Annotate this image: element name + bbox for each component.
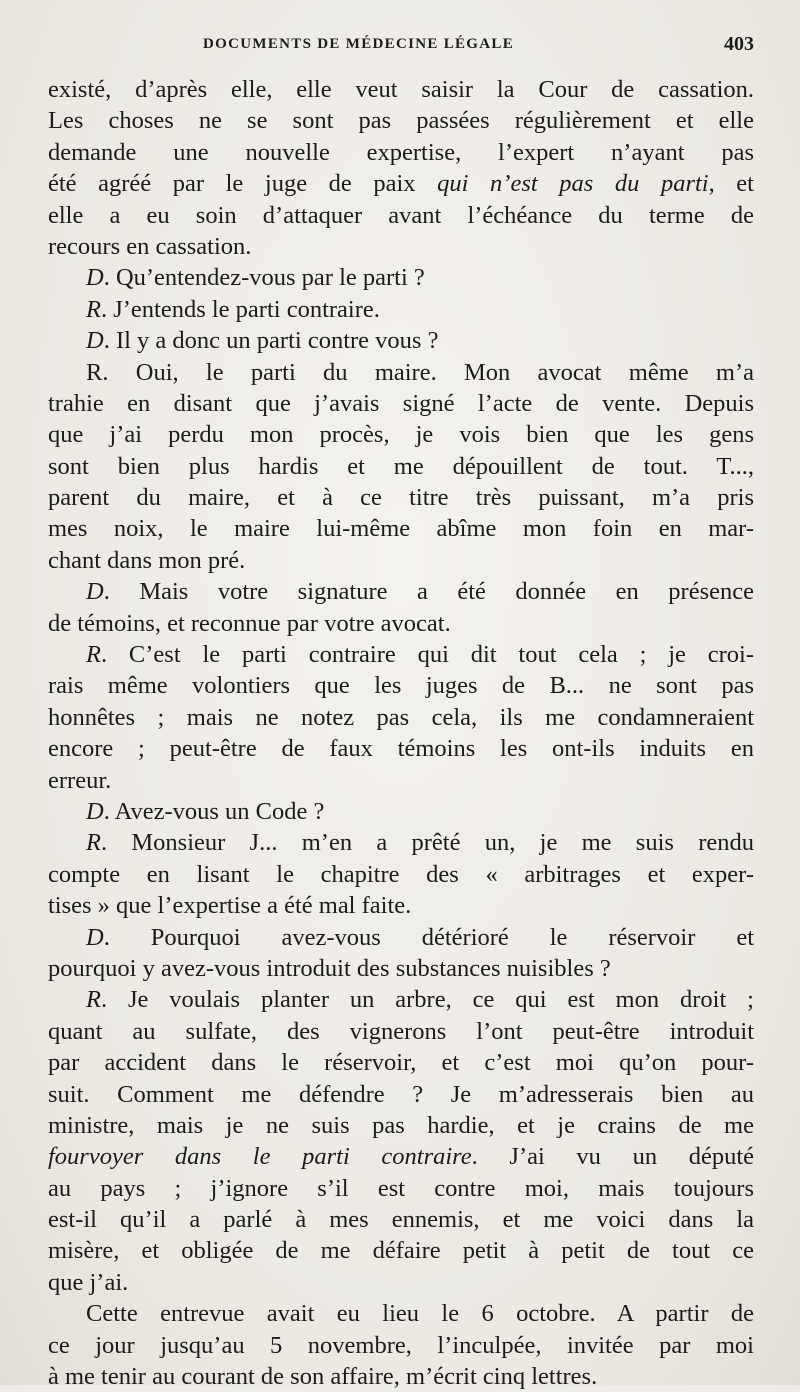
text-line: tises » que l’expertise a été mal faite. bbox=[48, 892, 412, 920]
page-number: 403 bbox=[724, 33, 754, 55]
text-line: Les choses ne se sont pas passées régulièrement et elle bbox=[48, 107, 754, 135]
text-line: ministre, mais je ne suis pas hardie, et je crains de me bbox=[48, 1111, 754, 1139]
text-line: de témoins, et reconnue par votre avocat. bbox=[48, 609, 451, 637]
running-title: DOCUMENTS DE MÉDECINE LÉGALE bbox=[203, 36, 515, 52]
text-line: à me tenir au courant de son affaire, m’écrit cinq lettres. bbox=[48, 1363, 598, 1391]
text-line: au pays ; j’ignore s’il est contre moi, mais toujours bbox=[48, 1174, 754, 1202]
text-line: ce jour jusqu’au 5 novembre, l’inculpée, invitée par moi bbox=[48, 1331, 754, 1359]
text-line: est-il qu’il a parlé à mes ennemis, et me voici dans la bbox=[48, 1206, 754, 1234]
text-line: misère, et obligée de me défaire petit à petit de tout ce bbox=[48, 1237, 754, 1265]
text-line: encore ; peut-être de faux témoins les ont-ils induits en bbox=[48, 735, 754, 763]
text-line: quant au sulfate, des vignerons l’ont peut-être introduit bbox=[48, 1017, 754, 1045]
text-line: erreur. bbox=[48, 766, 112, 794]
dialogue-line: R. Monsieur J... m’en a prêté un, je me suis rendu bbox=[86, 829, 754, 857]
dialogue-line: R. Oui, le parti du maire. Mon avocat même m’a bbox=[86, 358, 754, 386]
dialogue-line: D. Qu’entendez-vous par le parti ? bbox=[86, 264, 425, 292]
text-line: elle a eu soin d’attaquer avant l’échéance du terme de bbox=[48, 201, 754, 229]
text-line: rais même volontiers que les juges de B... ne sont pas bbox=[48, 672, 754, 700]
text-line: chant dans mon pré. bbox=[48, 546, 246, 574]
page-header bbox=[48, 33, 754, 62]
text-line: parent du maire, et à ce titre très puissant, m’a pris bbox=[48, 484, 754, 512]
dialogue-line: D. Avez-vous un Code ? bbox=[86, 797, 325, 825]
text-line: suit. Comment me défendre ? Je m’adresserais bien au bbox=[48, 1080, 754, 1108]
text-line: trahie en disant que j’avais signé l’acte de vente. Depuis bbox=[48, 389, 754, 417]
text-line: honnêtes ; mais ne notez pas cela, ils me condamneraient bbox=[48, 703, 754, 731]
body-text bbox=[48, 74, 754, 1392]
text-line: pourquoi y avez-vous introduit des substances nuisibles ? bbox=[48, 954, 611, 982]
dialogue-line: D. Il y a donc un parti contre vous ? bbox=[86, 327, 439, 355]
text-line: compte en lisant le chapitre des « arbitrages et exper- bbox=[48, 860, 754, 888]
text-line: que j’ai perdu mon procès, je vois bien que les gens bbox=[48, 421, 754, 449]
dialogue-line: R. C’est le parti contraire qui dit tout cela ; je croi- bbox=[86, 641, 754, 669]
text-line: par accident dans le réservoir, et c’est moi qu’on pour- bbox=[48, 1049, 754, 1077]
text-line: été agréé par le juge de paix qui n’est pas du parti, et bbox=[48, 170, 754, 198]
dialogue-line: R. Je voulais planter un arbre, ce qui est mon droit ; bbox=[86, 986, 754, 1014]
text-line: recours en cassation. bbox=[48, 232, 252, 260]
text-line: mes noix, le maire lui-même abîme mon foin en mar- bbox=[48, 515, 754, 543]
text-line: demande une nouvelle expertise, l’expert n’ayant pas bbox=[48, 138, 754, 166]
dialogue-line: D. Pourquoi avez-vous détérioré le réservoir et bbox=[86, 923, 754, 951]
text-line: sont bien plus hardis et me dépouillent de tout. T..., bbox=[48, 452, 754, 480]
dialogue-line: D. Mais votre signature a été donnée en présence bbox=[86, 578, 754, 606]
text-line: existé, d’après elle, elle veut saisir la Cour de cassation. bbox=[48, 76, 754, 103]
text-line: fourvoyer dans le parti contraire. J’ai vu un député bbox=[48, 1143, 754, 1171]
paragraph-line: Cette entrevue avait eu lieu le 6 octobre. A partir de bbox=[86, 1300, 754, 1328]
dialogue-line: R. J’entends le parti contraire. bbox=[86, 295, 380, 323]
text-line: que j’ai. bbox=[48, 1268, 129, 1296]
